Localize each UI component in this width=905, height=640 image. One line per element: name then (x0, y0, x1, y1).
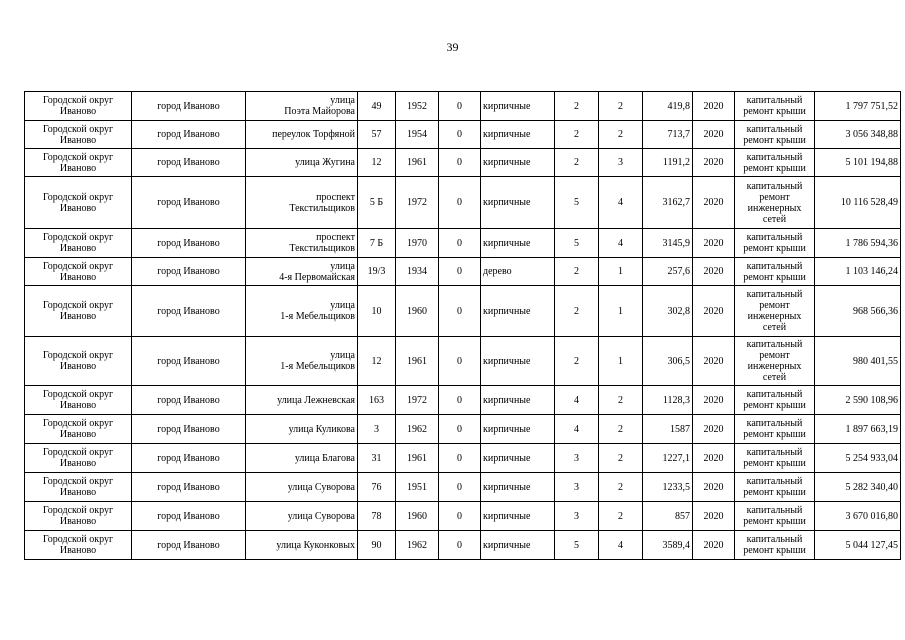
cell-entrances: 2 (599, 386, 643, 415)
cell-floors: 2 (555, 286, 599, 337)
cell-year-built: 1970 (396, 229, 439, 258)
cell-cost: 5 101 194,88 (815, 149, 901, 177)
table-row (25, 502, 901, 531)
table-row (25, 121, 901, 149)
cell-floors: 2 (555, 149, 599, 177)
cell-cost: 968 566,36 (815, 286, 901, 337)
cell-cost: 5 044 127,45 (815, 531, 901, 560)
cell-zero-value: 0 (439, 92, 481, 121)
cell-municipality: Городской округ Иваново (25, 121, 132, 149)
cell-zero-value: 0 (439, 149, 481, 177)
cell-year-built: 1934 (396, 258, 439, 286)
cell-wall-material: кирпичные (481, 531, 555, 560)
cell-plan-year: 2020 (693, 386, 735, 415)
cell-entrances: 2 (599, 92, 643, 121)
cell-area: 306,5 (643, 337, 693, 386)
cell-house-number: 12 (358, 337, 396, 386)
cell-street: улица 1-я Мебельщиков (246, 286, 358, 337)
cell-cost: 3 056 348,88 (815, 121, 901, 149)
cell-year-built: 1954 (396, 121, 439, 149)
cell-municipality: Городской округ Иваново (25, 286, 132, 337)
cell-settlement: город Иваново (132, 444, 246, 473)
cell-municipality: Городской округ Иваново (25, 444, 132, 473)
cell-floors: 3 (555, 502, 599, 531)
cell-wall-material: кирпичные (481, 386, 555, 415)
cell-municipality: Городской округ Иваново (25, 473, 132, 502)
cell-street: улица Лежневская (246, 386, 358, 415)
cell-municipality: Городской округ Иваново (25, 531, 132, 560)
cell-cost: 2 590 108,96 (815, 386, 901, 415)
cell-street: улица Суворова (246, 473, 358, 502)
cell-plan-year: 2020 (693, 531, 735, 560)
cell-cost: 5 282 340,40 (815, 473, 901, 502)
cell-cost: 980 401,55 (815, 337, 901, 386)
cell-area: 1128,3 (643, 386, 693, 415)
cell-house-number: 76 (358, 473, 396, 502)
cell-wall-material: кирпичные (481, 502, 555, 531)
cell-area: 3145,9 (643, 229, 693, 258)
table-row (25, 531, 901, 560)
cell-house-number: 57 (358, 121, 396, 149)
cell-wall-material: кирпичные (481, 177, 555, 229)
cell-entrances: 2 (599, 415, 643, 444)
cell-work-type: капитальный ремонт крыши (735, 473, 815, 502)
table-row (25, 286, 901, 337)
cell-cost: 1 786 594,36 (815, 229, 901, 258)
cell-street: проспект Текстильщиков (246, 229, 358, 258)
cell-floors: 3 (555, 473, 599, 502)
cell-entrances: 4 (599, 531, 643, 560)
cell-work-type: капитальный ремонт крыши (735, 386, 815, 415)
cell-house-number: 10 (358, 286, 396, 337)
cell-area: 3589,4 (643, 531, 693, 560)
cell-year-built: 1960 (396, 286, 439, 337)
cell-floors: 4 (555, 386, 599, 415)
cell-plan-year: 2020 (693, 473, 735, 502)
cell-plan-year: 2020 (693, 415, 735, 444)
cell-work-type: капитальный ремонт крыши (735, 258, 815, 286)
cell-settlement: город Иваново (132, 473, 246, 502)
cell-entrances: 1 (599, 286, 643, 337)
cell-floors: 3 (555, 444, 599, 473)
cell-settlement: город Иваново (132, 177, 246, 229)
cell-municipality: Городской округ Иваново (25, 386, 132, 415)
cell-plan-year: 2020 (693, 258, 735, 286)
cell-zero-value: 0 (439, 415, 481, 444)
cell-entrances: 2 (599, 121, 643, 149)
cell-area: 1587 (643, 415, 693, 444)
cell-street: улица Благова (246, 444, 358, 473)
cell-plan-year: 2020 (693, 149, 735, 177)
cell-house-number: 5 Б (358, 177, 396, 229)
cell-street: переулок Торфяной (246, 121, 358, 149)
cell-house-number: 3 (358, 415, 396, 444)
cell-zero-value: 0 (439, 258, 481, 286)
cell-municipality: Городской округ Иваново (25, 177, 132, 229)
cell-cost: 1 103 146,24 (815, 258, 901, 286)
table-row (25, 415, 901, 444)
cell-cost: 10 116 528,49 (815, 177, 901, 229)
cell-house-number: 49 (358, 92, 396, 121)
cell-plan-year: 2020 (693, 92, 735, 121)
cell-floors: 5 (555, 531, 599, 560)
cell-settlement: город Иваново (132, 149, 246, 177)
cell-zero-value: 0 (439, 286, 481, 337)
cell-street: улица 4-я Первомайская (246, 258, 358, 286)
cell-street: улица 1-я Мебельщиков (246, 337, 358, 386)
cell-floors: 5 (555, 229, 599, 258)
cell-floors: 2 (555, 92, 599, 121)
cell-zero-value: 0 (439, 473, 481, 502)
table-row (25, 149, 901, 177)
cell-wall-material: кирпичные (481, 286, 555, 337)
table-row (25, 337, 901, 386)
cell-area: 302,8 (643, 286, 693, 337)
table-row (25, 92, 901, 121)
cell-floors: 2 (555, 121, 599, 149)
cell-floors: 4 (555, 415, 599, 444)
cell-wall-material: кирпичные (481, 121, 555, 149)
cell-settlement: город Иваново (132, 337, 246, 386)
cell-street: улица Суворова (246, 502, 358, 531)
cell-settlement: город Иваново (132, 258, 246, 286)
cell-plan-year: 2020 (693, 121, 735, 149)
cell-work-type: капитальный ремонт крыши (735, 121, 815, 149)
cell-year-built: 1962 (396, 415, 439, 444)
cell-plan-year: 2020 (693, 337, 735, 386)
cell-municipality: Городской округ Иваново (25, 415, 132, 444)
table-row (25, 229, 901, 258)
table-row (25, 258, 901, 286)
cell-year-built: 1972 (396, 177, 439, 229)
cell-zero-value: 0 (439, 177, 481, 229)
cell-zero-value: 0 (439, 502, 481, 531)
cell-settlement: город Иваново (132, 286, 246, 337)
cell-area: 1191,2 (643, 149, 693, 177)
cell-year-built: 1962 (396, 531, 439, 560)
cell-work-type: капитальный ремонт инженерных сетей (735, 286, 815, 337)
cell-street: улица Жугина (246, 149, 358, 177)
cell-area: 1233,5 (643, 473, 693, 502)
cell-wall-material: кирпичные (481, 444, 555, 473)
cell-zero-value: 0 (439, 531, 481, 560)
cell-area: 419,8 (643, 92, 693, 121)
cell-work-type: капитальный ремонт крыши (735, 444, 815, 473)
cell-zero-value: 0 (439, 337, 481, 386)
cell-plan-year: 2020 (693, 444, 735, 473)
cell-area: 3162,7 (643, 177, 693, 229)
cell-settlement: город Иваново (132, 92, 246, 121)
cell-settlement: город Иваново (132, 531, 246, 560)
cell-wall-material: дерево (481, 258, 555, 286)
cell-municipality: Городской округ Иваново (25, 229, 132, 258)
table-row (25, 473, 901, 502)
cell-wall-material: кирпичные (481, 415, 555, 444)
cell-work-type: капитальный ремонт инженерных сетей (735, 177, 815, 229)
cell-area: 857 (643, 502, 693, 531)
cell-house-number: 163 (358, 386, 396, 415)
cell-year-built: 1960 (396, 502, 439, 531)
cell-settlement: город Иваново (132, 386, 246, 415)
cell-settlement: город Иваново (132, 502, 246, 531)
cell-year-built: 1961 (396, 444, 439, 473)
cell-street: улица Куликова (246, 415, 358, 444)
cell-house-number: 19/3 (358, 258, 396, 286)
cell-cost: 5 254 933,04 (815, 444, 901, 473)
cell-settlement: город Иваново (132, 415, 246, 444)
cell-floors: 2 (555, 258, 599, 286)
cell-year-built: 1952 (396, 92, 439, 121)
cell-zero-value: 0 (439, 444, 481, 473)
cell-plan-year: 2020 (693, 177, 735, 229)
cell-municipality: Городской округ Иваново (25, 92, 132, 121)
cell-work-type: капитальный ремонт крыши (735, 531, 815, 560)
cell-work-type: капитальный ремонт крыши (735, 229, 815, 258)
cell-house-number: 31 (358, 444, 396, 473)
cell-zero-value: 0 (439, 121, 481, 149)
cell-settlement: город Иваново (132, 121, 246, 149)
cell-wall-material: кирпичные (481, 337, 555, 386)
cell-municipality: Городской округ Иваново (25, 502, 132, 531)
cell-house-number: 78 (358, 502, 396, 531)
cell-cost: 3 670 016,80 (815, 502, 901, 531)
cell-entrances: 2 (599, 502, 643, 531)
cell-work-type: капитальный ремонт инженерных сетей (735, 337, 815, 386)
cell-wall-material: кирпичные (481, 92, 555, 121)
page-number: 39 (446, 40, 459, 54)
cell-municipality: Городской округ Иваново (25, 337, 132, 386)
cell-plan-year: 2020 (693, 502, 735, 531)
cell-house-number: 90 (358, 531, 396, 560)
cell-area: 257,6 (643, 258, 693, 286)
cell-work-type: капитальный ремонт крыши (735, 502, 815, 531)
cell-wall-material: кирпичные (481, 473, 555, 502)
table-row (25, 444, 901, 473)
cell-entrances: 3 (599, 149, 643, 177)
cell-cost: 1 797 751,52 (815, 92, 901, 121)
cell-wall-material: кирпичные (481, 149, 555, 177)
cell-zero-value: 0 (439, 386, 481, 415)
cell-year-built: 1961 (396, 337, 439, 386)
cell-floors: 5 (555, 177, 599, 229)
cell-year-built: 1961 (396, 149, 439, 177)
cell-entrances: 4 (599, 229, 643, 258)
cell-plan-year: 2020 (693, 286, 735, 337)
cell-house-number: 12 (358, 149, 396, 177)
cell-year-built: 1951 (396, 473, 439, 502)
cell-street: улица Поэта Майорова (246, 92, 358, 121)
cell-municipality: Городской округ Иваново (25, 149, 132, 177)
cell-entrances: 2 (599, 473, 643, 502)
cell-area: 1227,1 (643, 444, 693, 473)
cell-entrances: 1 (599, 258, 643, 286)
cell-cost: 1 897 663,19 (815, 415, 901, 444)
cell-street: улица Куконковых (246, 531, 358, 560)
cell-settlement: город Иваново (132, 229, 246, 258)
cell-house-number: 7 Б (358, 229, 396, 258)
cell-entrances: 1 (599, 337, 643, 386)
cell-year-built: 1972 (396, 386, 439, 415)
cell-area: 713,7 (643, 121, 693, 149)
housing-repair-table (24, 91, 901, 560)
table-row (25, 177, 901, 229)
cell-plan-year: 2020 (693, 229, 735, 258)
table-row (25, 386, 901, 415)
table-body (25, 92, 901, 560)
cell-work-type: капитальный ремонт крыши (735, 149, 815, 177)
cell-entrances: 4 (599, 177, 643, 229)
cell-work-type: капитальный ремонт крыши (735, 415, 815, 444)
cell-entrances: 2 (599, 444, 643, 473)
cell-wall-material: кирпичные (481, 229, 555, 258)
cell-street: проспект Текстильщиков (246, 177, 358, 229)
cell-work-type: капитальный ремонт крыши (735, 92, 815, 121)
cell-zero-value: 0 (439, 229, 481, 258)
cell-municipality: Городской округ Иваново (25, 258, 132, 286)
cell-floors: 2 (555, 337, 599, 386)
